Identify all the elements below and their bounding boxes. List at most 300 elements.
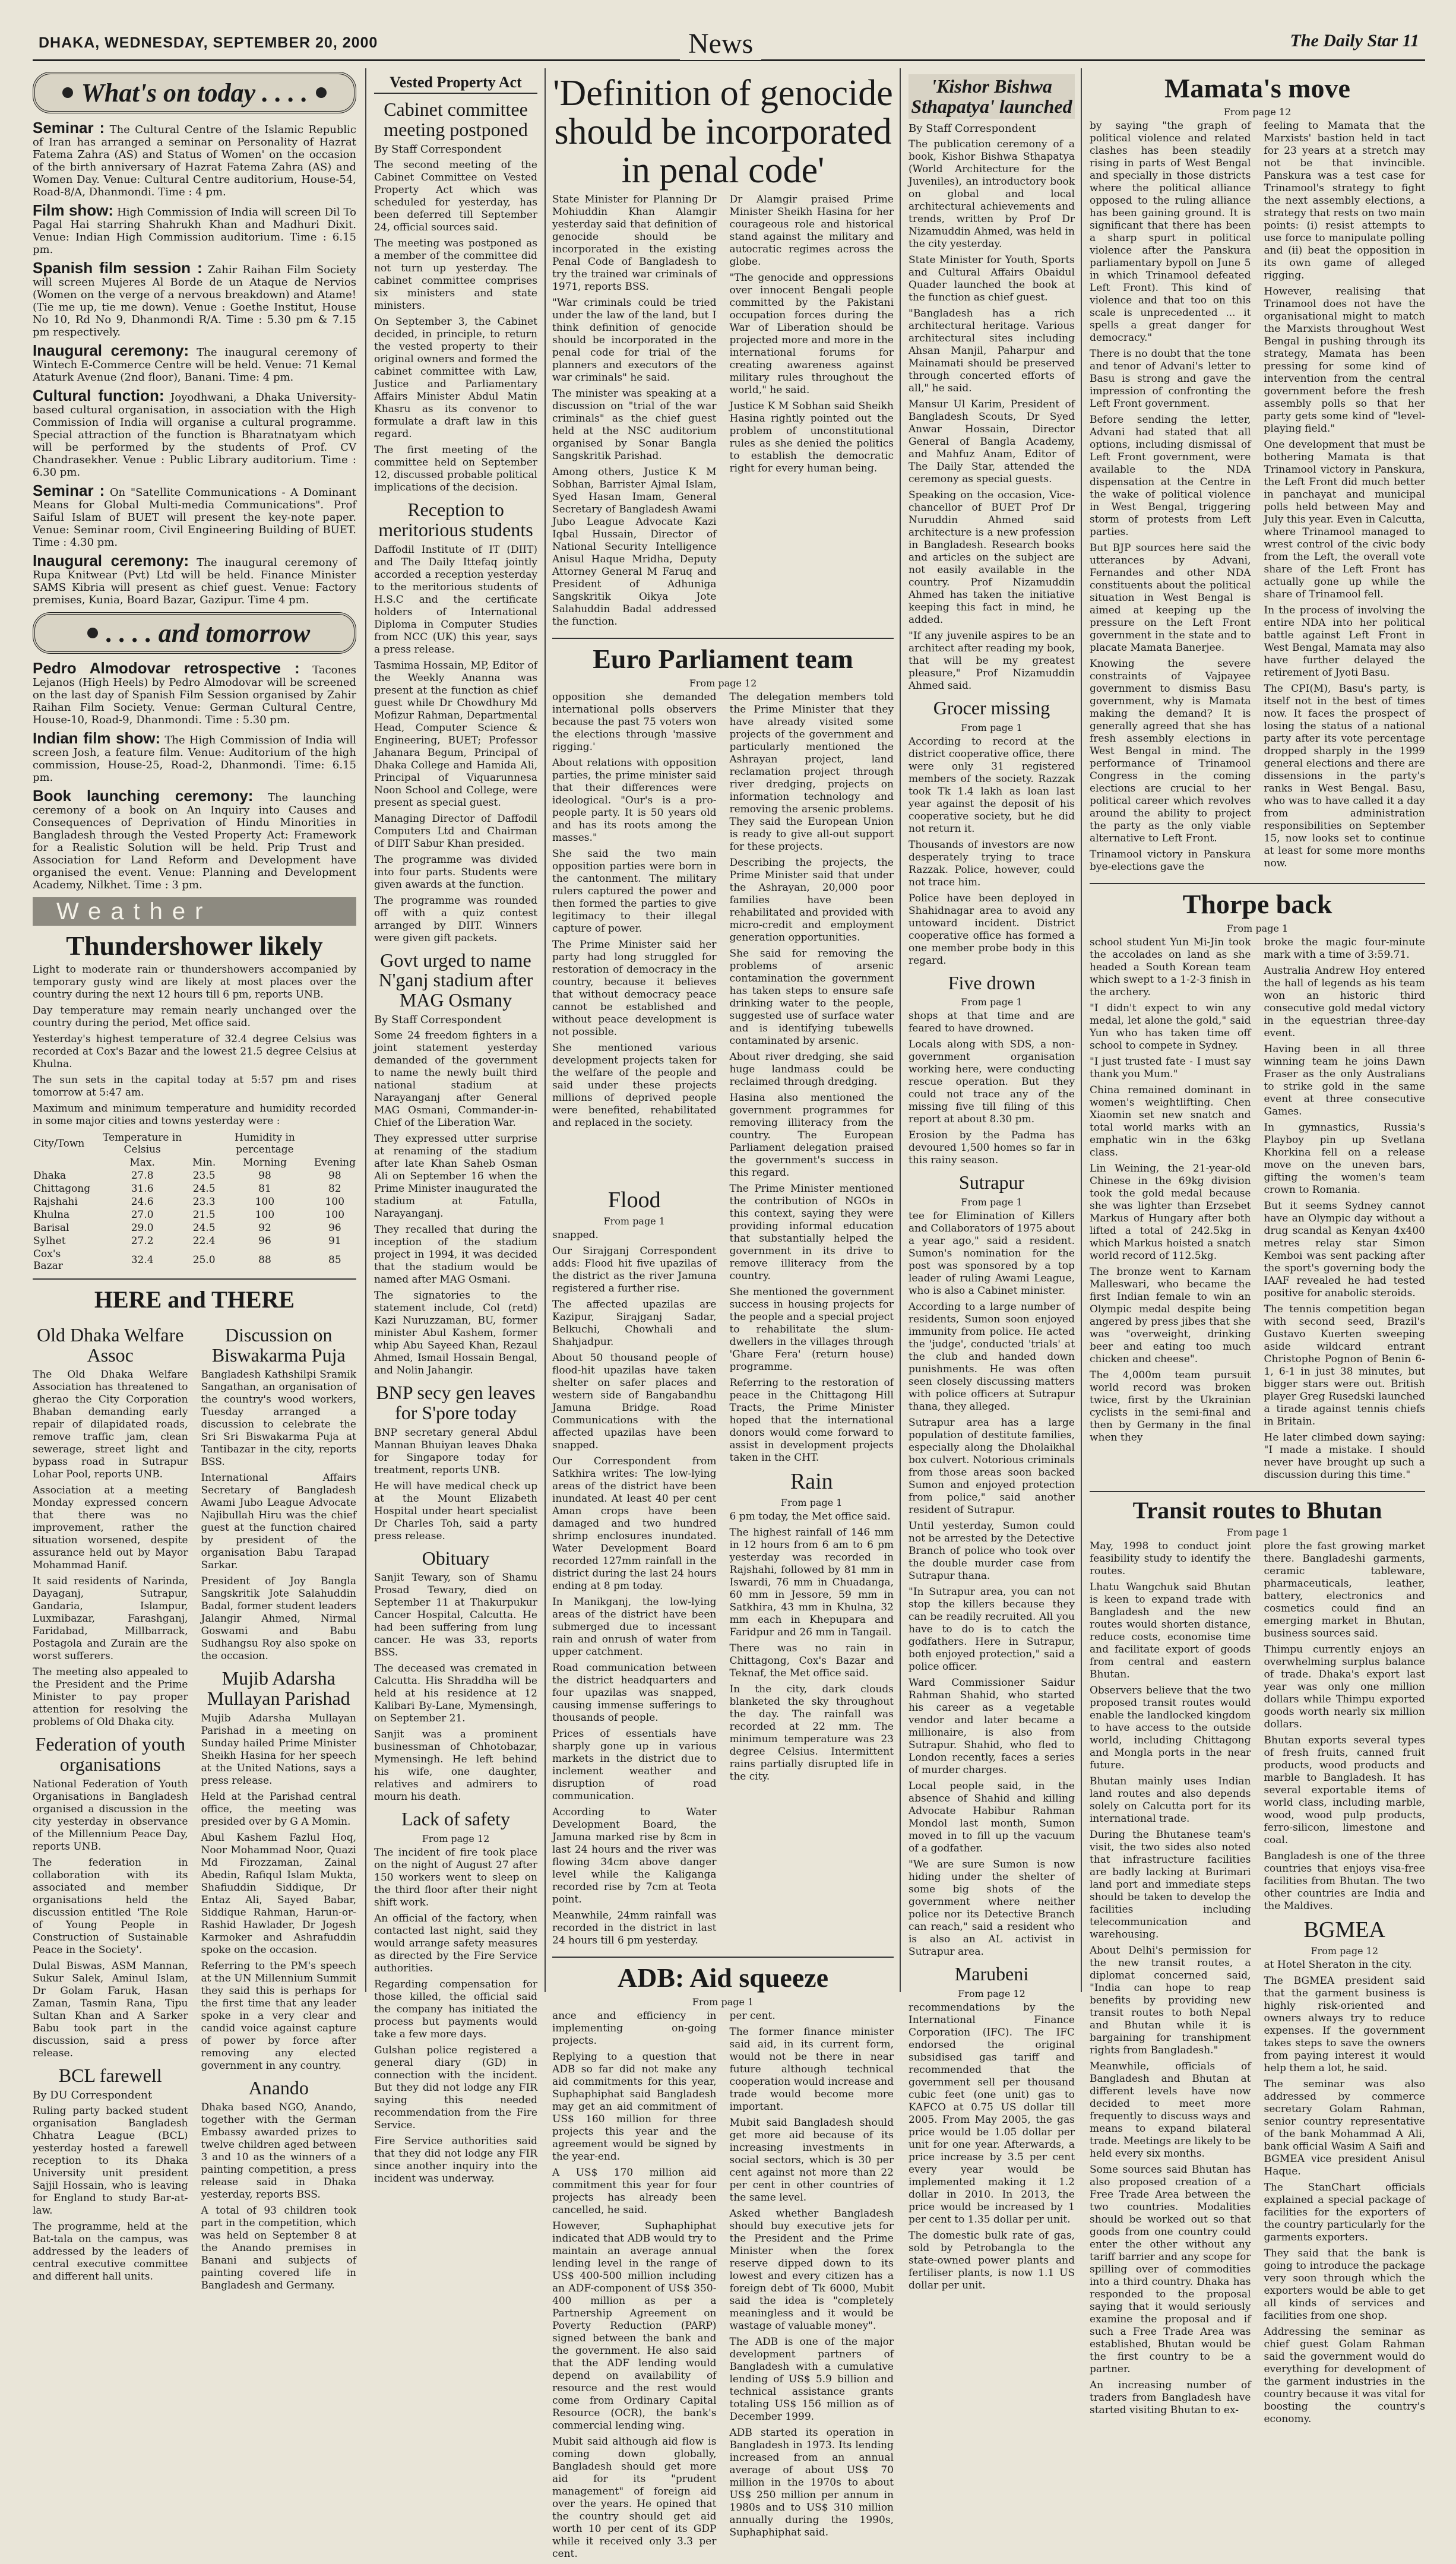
column-four (909, 68, 1075, 2291)
paragraph: The Old Dhaka Welfare Association has threatened to gherao the City Corporation Bhaban demanding early repair of dilapidated roads, remove traffic jam, clean sewerage, street light and bypass road in Sutrapur Lohar Pool, reports UNB. (33, 1369, 188, 1481)
jump-line: From page 12 (958, 1987, 1025, 1999)
table-cell: 31.6 (131, 1183, 154, 1195)
govt-story (374, 1030, 537, 1377)
listing-text: The launching ceremony of a book on An Inquiry into Causes and Consequences of Deprivation of Hindu Minorities in Bangladesh through the Vested Property Act: Framework for a Realistic Solution will be held. Prip Trust and Association for Land Reform and Development have organised the event. Venue: Planning and Development Academy, Nilkhet. Time : 3 pm. (33, 792, 356, 891)
jump-line: From page 1 (961, 996, 1023, 1008)
paragraph: Among others, Justice K M Sobhan, Barrister Ajmal Islam, Syed Hasan Imam, General Secretary of Bangladesh Awami Jubo League Advocate Kazi Iqbal Hussain, Director of National Security Intelligence Anisul Haque Mridha, Deputy Attorney General M Faruq and President of Adhuniga Sangskritik Oikya Jote Salahuddin Badal addressed the function. (552, 466, 717, 628)
table-cell: 98 (258, 1170, 271, 1182)
listing-item (33, 552, 356, 606)
jump-line: From page 1 (781, 1497, 843, 1509)
column-rule (365, 68, 366, 1992)
paragraph: Thousands of investors are now desperately trying to trace Razzak. Police, however, could not trace him. (909, 838, 1075, 888)
weather-table (33, 1131, 356, 1272)
paragraph: Managing Director of Daffodil Computers Ltd and Chairman of DIIT Sabur Khan presided. (374, 812, 537, 850)
listing-title: Inaugural ceremony: (33, 341, 189, 359)
five-drown-story (909, 1010, 1075, 1167)
jump-line: From page 1 (1226, 922, 1289, 934)
paragraph: Ruling party backed student organisation Bangladesh Chhatra League (BCL) yesterday hosted a farewell reception to its Dhaka University unit president Sajjil Hossain, who is leaving for England to study Bar-at-law. (33, 2105, 188, 2217)
paragraph: Maximum and minimum temperature and humidity recorded in some major cities and towns yesterday were : (33, 1103, 356, 1128)
adb-story-right (730, 2010, 894, 2564)
table-row (33, 1208, 356, 1221)
paragraph: BNP secretary general Abdul Mannan Bhuiyan leaves Dhaka for Singapore today for treatment, reports UNB. (374, 1426, 537, 1476)
paragraph: The meeting also appealed to the President and the Prime Minister to pay proper attention for resolving the problems of Old Dhaka city. (33, 1666, 188, 1729)
euro-headline: Euro Parliament team (593, 644, 853, 675)
flood-story-right (730, 1183, 894, 1464)
sutrapur-story (909, 1210, 1075, 1958)
paragraph: National Federation of Youth Organisations in Bangladesh organised a discussion in the city yesterday in observance of the Millennium Peace Day, reports UNB. (33, 1778, 188, 1853)
paragraph: According to Water Development Board, the Jamuna marked rise by 8cm in last 24 hours and the river was flowing 34cm above danger level while the Kaliganga recorded rise by 7cm at Teota point. (552, 1806, 717, 1906)
table-cell: 92 (258, 1222, 271, 1234)
listing-title: Spanish film session : (33, 259, 202, 277)
bhutan-story-left (1090, 1540, 1251, 2430)
listing-item (33, 482, 356, 549)
section-title: News (680, 27, 761, 60)
euro-story-right (730, 691, 894, 1183)
divider (552, 1957, 894, 1958)
paragraph: The incident of fire took place on the night of August 27 after 150 workers went to sleep on the third floor after their night shift work. (374, 1846, 537, 1908)
paragraph: They expressed utter surprise at renaming of the stadium after late Khan Saheb Osman Ali on September 16 when the Prime Minister inaugurated the stadium at Fatulla, Narayanganj. (374, 1133, 537, 1220)
paragraph: The programme was divided into four parts. Students were given awards at the function. (374, 853, 537, 891)
listing-title: Cultural function: (33, 387, 164, 404)
thorpe-story-right (1264, 936, 1426, 1485)
paragraph: per cent. (729, 2009, 776, 2022)
paragraph: The former finance minister said aid, in its current form, would not be there in near future although technical cooperation would increase and trade would become more important. (729, 2025, 894, 2113)
jump-line: From page 1 (961, 721, 1023, 733)
brief-headline: Old Dhaka Welfare Assoc (37, 1324, 184, 1366)
table-cell: 27.8 (131, 1170, 154, 1182)
lack-of-safety-story (374, 1847, 537, 2185)
paragraph: Yesterday's highest temperature of 32.4 degree Celsius was recorded at Cox's Bazar and the lowest 21.5 degree Celsius at Khulna. (33, 1033, 356, 1071)
listing-text: Tacones Lejanos (High Heels) by Pedro Almodovar will be screened on the last day of Spanish Film Session organised by Zahir Raihan Film Society. Venue: German Cultural Centre, House-10, Road-9, Dhanmondi. Time : 5.30 pm. (33, 664, 356, 726)
vpa-headline: Cabinet committee meeting postponed (384, 99, 528, 140)
paragraph: school student Yun Mi-Jin took the accolades on land as she headed a South Korean team which swept to a 1-2-3 finish in the archery. (1090, 936, 1251, 998)
table-cell: 25.0 (192, 1254, 216, 1267)
paragraph: China remained dominant in women's weightlifting. Chen Xiaomin set new snatch and total world marks with an emphatic win in the 63kg class. (1090, 1084, 1251, 1158)
paragraph: He will have medical check up at the Mount Elizabeth Hospital under heart specialist Dr Charles Toh, said a party press release. (374, 1480, 537, 1542)
paragraph: The StanChart officials explained a special package of facilities for the exporters of the country particularly for the garments exporters. (1264, 2182, 1425, 2244)
here-and-there-title: HERE and THERE (94, 1286, 295, 1313)
divider (33, 1278, 356, 1280)
listing-item (33, 659, 356, 726)
paragraph: at Hotel Sheraton in the city. (1264, 1959, 1412, 1971)
bhutan-story-right (1264, 1540, 1426, 1913)
paragraph: Sanjit was a prominent businessman of Chhotobazar, Mymensingh. He left behind his wife, one daughter, relatives and admirers to mourn his death. (374, 1729, 537, 1803)
paragraph: Erosion by the Padma has devoured 1,500 homes so far in this rainy season. (909, 1129, 1075, 1167)
brief-headline: Anando (248, 2076, 309, 2098)
paragraph: Dulal Biswas, ASM Mannan, Sukur Salek, Aminul Islam, Dr Golam Faruk, Hasan Zaman, Tasmin Rana, Tipu Sultan Khan and A Sarker Babu took part in the discussion, said a press release. (33, 1960, 188, 2059)
paragraph: snapped. (552, 1229, 599, 1242)
paragraph: A US$ 170 million aid commitment this year for four projects has already been cancelled, he said. (552, 2166, 717, 2216)
paragraph: Justice K M Sobhan said Sheikh Hasina rightly pointed out the problem of unconstitutional rules as she denied the politics to establish the democratic right for every human being. (729, 400, 894, 475)
paragraph: Prices of essentials have sharply gone up in various markets in the district due to inclement weather and disruption of road communication. (552, 1728, 717, 1803)
paragraph: Our Sirajganj Correspondent adds: Flood hit five upazilas of the district as the river Jamuna registered a further rise. (552, 1245, 717, 1295)
brief-headline: Federation of youth organisations (35, 1733, 185, 1775)
here-there-right (201, 1319, 357, 2296)
paragraph: Light to moderate rain or thundershowers accompanied by temporary gusty wind are likely at most places over the country during the next 12 hours till 6 pm, reports UNB. (33, 964, 356, 1001)
listing-title: Indian film show: (33, 729, 161, 747)
paragraph: Describing the projects, the Prime Minister said that under the Ashrayan, 20,000 poor families have been rehabilitated and provided with micro-credit and employment generation opportunities. (729, 856, 894, 944)
paragraph: feeling to Mamata that the Marxists' bastion held in tact for 23 years at a stretch may not be that invincible. Panskura was a test case for Trinamool's strategy to fight the next assembly elections, a strategy that rests on two main points: (i) resist attempts to use force to manipulate polling and (ii) beat the opposition in its own game of alleged rigging. (1264, 120, 1425, 282)
divider (1090, 883, 1425, 884)
table-row (33, 1221, 356, 1234)
table-row (33, 1248, 356, 1272)
tomorrow-banner: . . . . and tomorrow (33, 612, 356, 654)
paragraph: "War criminals could be tried under the law of the land, but I think definition of genocide should be incorporated in the penal code for trial of the planners and executors of the war criminals" he said. (552, 297, 717, 384)
paragraph: Road communication between the district headquarters and four upazilas was snapped, causing immense sufferings to thousands of people. (552, 1662, 717, 1724)
paragraph: President of Joy Bangla Sangskritik Jote Salahuddin Badal, former student leaders Jalangir Ahmed, Nirmal Goswami and Babu Sudhangsu Roy also spoke on the occasion. (201, 1575, 356, 1663)
paragraph: "Bangladesh has a rich architectural heritage. Various architectural sites including Ahsan Manjil, Paharpur and Mainamati should be preserved through concerted efforts of all," he said. (909, 308, 1075, 395)
column-listings (33, 68, 356, 2292)
paragraph: On September 3, the Cabinet decided, in principle, to return the vested property to their original owners and formed the cabinet committee with Law, Justice and Parliamentary Affairs Minister Abdul Matin Khasru as its convenor to formulate a draft law in this regard. (374, 316, 537, 441)
paragraph: Bhutan exports several types of fresh fruits, canned fruit products, wood products and marble to Bangladesh. It has several exportable items of world class, including marble, wood, wood pulp products, ferro-silicon, limestone and coal. (1264, 1734, 1425, 1846)
brief-headline: Discussion on Biswakarma Puja (211, 1324, 346, 1366)
flood-story (552, 1229, 717, 1947)
masthead (33, 24, 1425, 61)
paragraph: About relations with opposition parties, the prime minister said that their differences were ideological. "Our's is a pro-people party. It is 50 years old and has its roots among the masses." (552, 756, 717, 844)
grocer-story (909, 736, 1075, 967)
paragraph: Thimpu currently enjoys an overwhelming surplus balance of trade. Dhaka's export last year was only one million dollars while Thimpu exported goods worth nearly six million dollars. (1264, 1643, 1425, 1730)
paragraph: In the city, dark clouds blanketed the sky throughout the day. The rainfall was recorded at 22 mm. The minimum temperature was 23 degree Celsius. Intermittent rains partially disrupted life in the city. (729, 1683, 894, 1783)
table-cell: Dhaka (33, 1170, 67, 1182)
listing-text: High Commission of India will screen Dil To Pagal Hai starring Shahrukh Khan and Madhuri Dixit. Venue: Indian High Commission auditorium. Time : 6.15 pm. (33, 206, 356, 256)
paragraph: In the process of involving the entire NDA into her political battle against Left Front in West Bengal, Mamata may also have further delayed the retirement of Jyoti Basu. (1264, 604, 1425, 679)
listing-text: Zahir Raihan Film Society will screen Mujeres Al Borde de un Ataque de Nervios (Women on the verge of a nervous breakdown) and Atame! (Tie me up, tie me down). Venue : Goethe Institut, House No 10, Rd No 9, Dhanmondi R/A. Time : 5.30 pm & 7.15 pm respectively. (33, 264, 356, 338)
table-subheader: Morning (242, 1157, 287, 1169)
paragraph: However, realising that Trinamool does not have the organisational might to match the Marxists throughout West Bengal in pushing through its strategy, Mamata has been pressing for some kind of intervention from the central government before the fresh assembly polls so that her party gets some kind of "level-playing field." (1264, 286, 1425, 435)
table-cell: Cox's Bazar (33, 1248, 63, 1272)
listing-title: Seminar : (33, 482, 105, 499)
table-cell: Rajshahi (33, 1196, 78, 1208)
jump-line: From page 1 (961, 1196, 1023, 1208)
table-cell: 96 (258, 1235, 271, 1248)
paragraph: She said the two main opposition parties were born in the cantonment. The military rulers captured the power and then formed the parties to give legitimacy to their illegal capture of power. (552, 847, 717, 935)
listing-item (33, 119, 356, 198)
bullet-icon (87, 628, 98, 638)
column-rule (900, 68, 901, 1992)
table-cell: 23.3 (192, 1196, 216, 1208)
paragraph: Regarding compensation for those killed, the official said the company has initiated the process but payments would take a few more days. (374, 1978, 537, 2040)
table-cell: Khulna (33, 1209, 70, 1221)
paragraph: Dhaka based NGO, Anando, together with the German Embassy awarded prizes to twelve children aged between 3 and 10 as the winners of a painting competition, a press release said in Dhaka yesterday, reports BSS. (201, 2101, 356, 2201)
paragraph: Addressing the seminar as chief guest Golam Rahman said the government would do everything for development of the garment industries in the country because it was vital for boosting the country's economy. (1264, 2326, 1425, 2426)
paragraph: Tasmima Hossain, MP, Editor of the Weekly Ananna was present at the function as chief guest while Dr Chowdhury Md Mofizur Rahman, Departmental Head, Computer Science & Engineering, BUET; Professor Jahanara Begum, Principal of Dhaka College and Hamida Ali, Principal of Viquarunnesa Noon School and College, were present as special guest. (374, 659, 537, 809)
listing-title: Book launching ceremony: (33, 787, 254, 805)
listing-text: The Cultural Centre of the Islamic Republic of Iran has arranged a seminar on Personality of Hazrat Fatema Zahra (AS) and Status of Women' on the occasion of the birth anniversary of Hazrat Fatema Zahra (AS) and Women Day. Venue: Cultural Centre auditorium, House-54, Road-8/A, Dhanmondi. Time : 4 pm. (33, 124, 356, 198)
table-row (33, 1195, 356, 1208)
masthead-date: DHAKA, WEDNESDAY, SEPTEMBER 20, 2000 (39, 34, 378, 51)
paragraph: Dr Alamgir praised Prime Minister Sheikh Hasina for her courageous role and historical stand against the military and autocratic regimes across the globe. (729, 194, 894, 268)
table-cell: 29.0 (131, 1222, 154, 1234)
paragraph: 6 pm today, the Met office said. (729, 1511, 891, 1523)
table-cell: 100 (255, 1209, 275, 1221)
obituary-story (374, 1572, 537, 1803)
bgmea-headline: BGMEA (1303, 1917, 1385, 1942)
table-row (33, 1182, 356, 1195)
listing-title: Film show: (33, 201, 114, 219)
paragraph: Lhatu Wangchuk said Bhutan is keen to expand trade with Bangladesh and the new routes would shorten distance, reduce costs, economise time and facilitate export of goods from central and eastern Bhutan. (1090, 1581, 1251, 1680)
listing-text: The inaugural ceremony of Wintech E-Commerce Centre will be held. Venue: 71 Kemal Ataturk Avenue (2nd floor), Banani. Time: 4 pm. (33, 346, 356, 384)
listing-title: Seminar : (33, 119, 105, 137)
paragraph: Some sources said Bhutan has also proposed creation of a Free Trade Area between the two countries. Modalities should be worked out so that goods from one country could enter the other without any tariff barrier and any scope for spilling over of commodities into a third country. Dhaka has responded to the proposal saying that it would seriously examine the proposal and if such a Free Trade Area was established, Bhutan would be the first country to be a partner. (1090, 2163, 1251, 2375)
table-cell: 32.4 (131, 1254, 154, 1267)
marubeni-headline: Marubeni (954, 1962, 1029, 1984)
genocide-headline: 'Definition of genocide should be incorporated in penal code' (553, 73, 893, 191)
table-header: Temperature in Celsius (103, 1132, 182, 1156)
paragraph: According to record at the district cooperative office, there were only 31 registered members of the society. Razzak took Tk 1.4 lakh as loan last year against the deposit of his cooperative society, but he did not return it. (909, 735, 1075, 835)
thorpe-headline: Thorpe back (1182, 889, 1332, 920)
table-header: City/Town (33, 1138, 85, 1150)
jump-line: From page 1 (692, 1996, 754, 2008)
paragraph: Meanwhile, 24mm rainfall was recorded in the district in last 24 hours till 6 pm yesterday. (552, 1910, 717, 1947)
paragraph: In gymnastics, Russia's Playboy pin up Svetlana Khorkina fell on a release move on the uneven bars, gifting the women's team crown to Romania. (1264, 1121, 1425, 1196)
grocer-headline: Grocer missing (933, 697, 1050, 719)
genocide-story-left (552, 194, 717, 632)
paragraph: It said residents of Narinda, Dayaganj, Sutrapur, Gandaria, Islampur, Luxmibazar, Farashganj, Faridabad, Millbarrack, Postagola and Zurain are the worst sufferers. (33, 1575, 188, 1663)
paragraph: The domestic bulk rate of gas, sold by Petrobangla to the state-owned power plants and fertiliser plants, is now 1.1 US dollar per unit. (909, 2229, 1075, 2291)
brief-headline: Mujib Adarsha Mullayan Parishad (207, 1667, 350, 1710)
paragraph: Mujib Adarsha Mullayan Parishad in a meeting on Sunday hailed Prime Minister Sheikh Hasina for her speech at the United Nations, says a press release. (201, 1712, 356, 1787)
paragraph: Referring to the restoration of peace in the Chittagong Hill Tracts, the Prime Minister hoped that the international donors would come forward to assist in development projects taken in the CHT. (729, 1376, 894, 1464)
paragraph: The Prime Minister said her party had long struggled for restoration of democracy in the country, because it believes that without democracy peace cannot be established and without peace development is not possible. (552, 938, 717, 1038)
paragraph: He later climbed down saying: "I made a mistake. I should never have brought up such a discussion during this time." (1264, 1431, 1425, 1481)
paragraph: The meeting was postponed as a member of the committee did not turn up yesterday. The cabinet committee comprises six ministers and state ministers. (374, 238, 537, 312)
paragraph: Mansur Ul Karim, President of Bangladesh Scouts, Dr Syed Anwar Hossain, Director General of Bangla Academy, and Mahfuz Anam, Editor of The Daily Star, attended the ceremony as special guests. (909, 398, 1075, 486)
paragraph: Held at the Parishad central office, the meeting was presided over by G A Momin. (201, 1790, 356, 1828)
whats-on-today-banner: What's on today . . . . (33, 72, 356, 113)
paragraph: Daffodil Institute of IT (DIIT) and The Daily Ittefaq jointly accorded a reception yesterday to the meritorious students of H.S.C and the certificate holders of International Diploma in Computer Studies from NCC (UK) this year, says a press release. (374, 543, 537, 656)
paragraph: A total of 93 children took part in the competition, which was held on September 8 at the Anando premises in Banani and subjects of painting covered life in Bangladesh and Germany. (201, 2205, 356, 2292)
table-cell: 27.0 (131, 1209, 154, 1221)
table-cell: 22.4 (192, 1235, 216, 1248)
table-cell: 21.5 (192, 1209, 216, 1221)
paragraph: The publication ceremony of a book, Kishor Bishwa Sthapatya (World Architecture for the Juveniles), an introductory book on global and local architectural achievements and trends, written by Prof Dr Nizamuddin Ahmed, was held in the city yesterday. (909, 138, 1075, 251)
jump-line: From page 1 (1226, 1526, 1289, 1538)
listing-item (33, 787, 356, 891)
paragraph: About Delhi's permission for the new transit routes, a diplomat concerned said, "India can hope to reap benefits by providing new transit routes to both Nepal and Bhutan while it is bargaining for transhipment rights from Bangladesh." (1090, 1944, 1251, 2056)
govt-headline: Govt urged to name N'ganj stadium after MAG Osmany (378, 949, 533, 1011)
paragraph: broke the magic four-minute mark with a time of 3:59.71. (1264, 936, 1425, 961)
paragraph: ance and efficiency in implementing on-going projects. (552, 2009, 717, 2047)
listing-text: On "Satellite Communications - A Dominant Means for Global Multi-media Communications". Prof Saiful Islam of BUET will present the key-note paper. Venue: Seminar room, Civil Engineering Building of BUET. Time : 4.30 pm. (33, 486, 356, 549)
paragraph: Lin Weining, the 21-year-old Chinese in the 69kg division took the gold medal because she was lighter than Erzsebet Markus of Hungary after both lifted a total of 242.5kg in which Markus hoisted a snatch world record of 112.5kg. (1090, 1162, 1251, 1262)
paragraph: The first meeting of the committee held on September 12, discussed probable political implications of the decision. (374, 444, 537, 494)
paragraph: Referring to the PM's speech at the UN Millennium Summit they said this is perhaps for the first time that any leader spoke in a very clear and candid voice against capture of power by force after removing any elected government in any country. (201, 1960, 356, 2072)
column-rule (1081, 68, 1082, 1992)
paragraph: But it seems Sydney cannot have an Olympic day without a drug scandal as Kenyan 4x400 metres relay star Simon Kemboi was sent packing after the sport's governing body the IAAF revealed he had tested positive for anabolic steroids. (1264, 1199, 1425, 1299)
listing-text: Joyodhwani, a Dhaka University-based cultural organisation, in association with the High Commission of India will organise a cultural programme. Special attraction of the function is Bharatnatyam which will be performed by the students of Prof. CV Chandrasekher. Venue : Public Library auditorium. Time : 6.30 pm. (33, 391, 356, 479)
paragraph: Before sending the letter, Advani had stated that all options, including dismissal of Left Front government, were available to the NDA dispensation at the Centre in the wake of political violence in West Bengal, triggering storm of protests from Left parties. (1090, 414, 1251, 539)
table-row (33, 1169, 356, 1182)
paragraph: The minister was speaking at a discussion on "trial of the war criminals" as the chief guest held at the NSC auditorium organised by Sonar Bangla Sangskritik Parishad. (552, 388, 717, 463)
paragraph: International Affairs Secretary of Bangladesh Awami Jubo League Advocate Najibullah Hiru was the chief guest at the function chaired by president of the organisation Babu Tarapad Sarkar. (201, 1472, 356, 1572)
table-cell: 23.5 (192, 1170, 216, 1182)
table-header (192, 1131, 216, 1156)
paragraph: Ward Commissioner Saidur Rahman Shahid, who started his career as a vegetable vendor and later became a millionaire, is also from Sutrapur. Shahid, who fled to London recently, faces a series of murder charges. (909, 1676, 1075, 1776)
paragraph: She said for removing the problems of arsenic contamination the government has taken steps to ensure safe drinking water to the people, suggested use of surface water and is identifying tubewells contaminated by arsenic. (729, 947, 894, 1047)
table-cell: 24.5 (192, 1222, 216, 1234)
paragraph: Sutrapur area has a large population of destitute families, especially along the Dholaikhal box culvert. Notorious criminals from those areas soon backed Sumon and enjoyed protection from police," said another resident of Sutrapur. (909, 1416, 1075, 1516)
bgmea-story (1264, 1959, 1426, 2426)
paragraph: Some 24 freedom fighters in a joint statement yesterday demanded of the government to name the newly built third national stadium at Narayanganj after General MAG Osmani, Commander-in-Chief of the Liberation War. (374, 1030, 537, 1129)
paragraph: ADB started its operation in Bangladesh in 1973. Its lending increased from an annual average of about US$ 70 million in the 1970s to about US$ 250 million per annum in 1980s and to US$ 310 million annually during the 1990s, Suphaphiphat said. (729, 2426, 894, 2538)
rain-story (730, 1511, 894, 1783)
paragraph: Asked whether Bangladesh should buy executive jets for the President and the Prime Minister when the forex reserve dipped down to its lowest and every citizen has a foreign debt of Tk 6000, Mubit said the idea is "completely meaningless and it would be wastage of valuable money". (729, 2207, 894, 2332)
paragraph: An official of the factory, when contacted last night, said they would arrange safety measures as directed by the Fire Service authorities. (374, 1912, 537, 1974)
jump-line: From page 12 (422, 1832, 490, 1844)
paragraph: Sanjit Tewary, son of Shamu Prosad Tewary, died on September 11 at Thakurpukur Cancer Hospital, Calcutta. He had been suffering from lung cancer. He was 33, reports BSS. (374, 1572, 537, 1659)
kishor-headline: 'Kishor Bishwa Sthapatya' launched (909, 74, 1075, 119)
table-row (33, 1234, 356, 1248)
paragraph: Fire Service authorities said that they did not lodge any FIR since another inquiry into the incident was underway. (374, 2135, 537, 2185)
paragraph: But BJP sources here said the utterances by Advani, Fernandes and other NDA constituents about the political situation in West Bengal is aimed at keeping up the pressure on the Left Front government in the state and to placate Mamata Banerjee. (1090, 542, 1251, 654)
listing-item (33, 387, 356, 479)
listing-item (33, 259, 356, 338)
paragraph: She mentioned various development projects taken for the welfare of the people and said under these projects millions of deprived people were benefited, rehabilitated and replaced in the society. (552, 1042, 717, 1129)
paragraph: "I didn't expect to win any medal, let alone the gold," said Yun who has taken time off school to compete in Sydney. (1090, 1002, 1251, 1052)
reception-headline: Reception to meritorious students (378, 499, 533, 541)
table-cell: Barisal (33, 1222, 69, 1234)
lack-of-safety-headline: Lack of safety (401, 1808, 510, 1830)
paragraph: Mubit said Bangladesh should get more aid because of its increasing investments in social sectors, which is 30 per cent against not more than 22 per cent in other countries of the same level. (729, 2116, 894, 2204)
table-cell: 96 (328, 1222, 341, 1234)
kishor-story (909, 138, 1075, 692)
paragraph: There is no doubt that the tone and tenor of Advani's letter to Basu is strong and gave the impression of confronting the Left Front government. (1090, 348, 1251, 410)
vpa-story (374, 159, 537, 494)
paragraph: Australia Andrew Hoy entered the hall of legends as his team won an historic third consecutive gold medal victory in the equestrian three-day event. (1264, 964, 1425, 1039)
paragraph: State Minister for Planning Dr Mohiuddin Khan Alamgir yesterday said that definition of genocide should be incorporated in the existing Penal Code of Bangladesh to try the trained war criminals of 1971, reports BSS. (552, 194, 717, 293)
bhutan-headline: Transit routes to Bhutan (1132, 1496, 1382, 1524)
column-three (552, 68, 894, 2560)
paragraph: Locals along with SDS, a non-government organisation working here, were conducting rescue operation. But they could not trace any of the missing five till filing of this report at about 8.30 pm. (909, 1039, 1075, 1126)
paragraph: In Manikganj, the low-lying areas of the district have been submerged due to incessant rain and onrush of water from upper catchment. (552, 1596, 717, 1658)
mamata-headline: Mamata's move (1164, 73, 1350, 103)
table-cell: 88 (258, 1254, 271, 1267)
paragraph: Knowing the severe constraints of Vajpayee government to dismiss Basu government, why is Mamata making the demand? It is generally agreed that she has fresh assembly elections in West Bengal in mind. The performance of Trinamool Congress in the coming elections are crucial to her political career which revolves around the ability to project the party as the only viable alternative to Left Front. (1090, 658, 1251, 845)
listing-title: Pedro Almodovar retrospective : (33, 659, 300, 677)
paragraph: shops at that time and are feared to have drowned. (909, 1010, 1075, 1035)
table-cell: Chittagong (33, 1183, 91, 1195)
newspaper-page (33, 24, 1425, 2560)
paragraph: Until yesterday, Sumon could not be arrested by the Detective Branch of police who took over the double murder case from Sutrapur thana. (909, 1520, 1075, 1582)
paragraph: Bangladesh Kathshilpi Sramik Sangathan, an organisation of the country's wood workers, Tuesday arranged a discussion to celebrate the Sri Sri Biswakarma Puja at Tantibazar in the city, reports BSS. (201, 1369, 356, 1468)
paragraph: Local people said, in the absence of Shahid and killing Advocate Habibur Rahman Mondol last month, Sumon moved in to fill up the vacuum of a godfather. (909, 1780, 1075, 1854)
paragraph: She mentioned the government success in housing projects for the people and a special project to rehabilitate the slum-dwellers in the villages through 'Ghare Fera' (return house) programme. (729, 1286, 894, 1373)
paragraph: The 4,000m team pursuit world record was broken twice, first by the Ukrainian cyclists in the semi-final and then by Germany in the final when they (1090, 1369, 1251, 1444)
paragraph: During the Bhutanese team's visit, the two sides also noted that infrastructure facilities are badly lacking at Burimari land port and immediate steps should be taken to develop the facilities including telecommunication and warehousing. (1090, 1828, 1251, 1941)
paragraph: "I just trusted fate - I must say thank you Mum." (1090, 1055, 1251, 1080)
table-cell: 85 (328, 1254, 341, 1267)
table-cell: 24.6 (131, 1196, 154, 1208)
weather-text (33, 964, 356, 1128)
paragraph: However, Suphaphiphat indicated that ADB would try to maintain an average annual lending level in the range of US$ 400-500 million including an ADF-component of US$ 350-400 million as per a Partnership Agreement on Poverty Reduction (PARP) signed between the bank and the government. He also said that the ADF lending would depend on availability of resource and the rest would come from Ordinary Capital Resource (OCR), the bank's commercial lending wing. (552, 2220, 717, 2432)
column-five (1090, 68, 1425, 2426)
paragraph: The ADB is one of the major development partners of Bangladesh with a cumulative lending of US$ 5.9 billion and technical assistance grants totaling US$ 156 million as of December 1999. (729, 2335, 894, 2423)
table-cell: 98 (328, 1170, 341, 1182)
paragraph: Speaking on the occasion, Vice-chancellor of BUET Prof Dr Nuruddin Ahmed said architecture is a new profession in Bangladesh. Research books and articles on the subject are not easily available in the country. Prof Nizamuddin Ahmed has taken the initiative keeping this fact in mind, he added. (909, 489, 1075, 626)
paragraph: The highest rainfall of 146 mm in 12 hours from 6 am to 6 pm yesterday was recorded in Rajshahi, followed by 81 mm in Iswardi, 76 mm in Chuadanga, 60 mm in Jessore, 59 mm in Satkhira, 43 mm in Khulna, 32 mm each in Khepupara and Faridpur and 26 mm in Tangail. (729, 1527, 894, 1639)
divider (552, 638, 894, 639)
paragraph: There was no rain in Chittagong, Cox's Bazar and Teknaf, the Met office said. (729, 1642, 894, 1680)
table-cell: 100 (325, 1209, 345, 1221)
paragraph: An increasing number of traders from Bangladesh have started visiting Bhutan to ex- (1090, 2379, 1251, 2416)
paragraph: tee for Elimination of Killers and Collaborators of 1975 about a year ago," said a resident. Sumon's nomination for the post was sponsored by a top leader of ruling Awami League, who is also a Cabinet minister. (909, 1210, 1075, 1297)
weather-banner: Weather (33, 897, 356, 926)
adb-story-left (552, 2010, 717, 2564)
paragraph: "If any juvenile aspires to be an architect after reading my book, that will be my greatest pleasure," Prof Nizamuddin Ahmed said. (909, 630, 1075, 692)
paragraph: The programme, held at the Bat-tala on the campus, was addressed by the leaders of central executive committee and different hall units. (33, 2221, 188, 2283)
jump-line: From page 12 (1311, 1945, 1379, 1957)
table-cell: 91 (328, 1235, 341, 1248)
euro-story-left (552, 691, 717, 1183)
listing-item (33, 201, 356, 256)
paragraph: by saying "the graph of political violence and related clashes has been steadily rising in parts of West Bengal and specially in those districts where the political alliance opposed to the ruling alliance has been gaining ground. It is significant that there has been a sharp spurt in political violence after the Panskura parliamentary bypoll on June 5 in which Trinamool defeated Left Front). This kind of violence and that too on this scale is unprecedented ... it spells a great danger for democracy." (1090, 120, 1251, 344)
obituary-headline: Obituary (422, 1547, 490, 1569)
paragraph: According to a large number of residents, Sumon soon enjoyed immunity from police. He acted the 'judge', conducted 'trials' at the club and handed down punishments. He was often seen closely discussing matters with police officers at Sutrapur thana, they alleged. (909, 1300, 1075, 1413)
five-drown-headline: Five drown (948, 971, 1036, 993)
paragraph: The bronze went to Karnam Malleswari, who became the first Indian female to win an Olympic medal despite being angered by press jibes that she was "overweight, drinking beer and eating too much chicken and cheese". (1090, 1265, 1251, 1365)
paragraph: One development that must be bothering Mamata is that Trinamool victory in Panskura, the Left Front did much better in panchayat and municipal polls held between May and July this year. Even in Calcutta, where Trinamool managed to wrest control of the civic body from the Left, the overall vote share of the Left Front has actually gone up while the share of Trinamool fell. (1264, 439, 1425, 601)
marubeni-story (909, 2002, 1075, 2292)
listing-item (33, 341, 356, 384)
table-cell: 82 (328, 1183, 341, 1195)
mamata-story-right (1264, 120, 1426, 877)
table-subheader: Max. (129, 1157, 155, 1169)
paragraph: Our Correspondent from Satkhira writes: The low-lying areas of the district have been inundated. At least 40 per cent Aman crops have been damaged and two hundred shrimp enclosures inundated. Water Development Board recorded 127mm rainfall in the district during the last 24 hours ending at 8 pm today. (552, 1455, 717, 1593)
paragraph: The BGMEA president said that the garment business is highly risk-oriented and owners always try to reduce expenses. If the government takes steps to save the owners from paying interest it would help them a lot, he said. (1264, 1975, 1425, 2075)
paragraph: Association at a meeting Monday expressed concern that there was no improvement, rather the situation worsened, despite assurance held out by Mayor Mohammad Hanif. (33, 1484, 188, 1572)
tomorrow-events (33, 659, 356, 891)
thorpe-story-left (1090, 936, 1251, 1485)
paragraph: Abul Kashem Fazlul Hoq, Noor Mohammad Noor, Quazi Md Firozzaman, Zainal Abedin, Rafiqul Islam Mukta, Shafiuddin Siddique, Dr Entaz Ali, Sayed Babar, Siddique Rahman, Harun-or-Rashid Hawlader, Dr Jogesh Karmoker and Ashrafuddin spoke on the occasion. (201, 1831, 356, 1956)
kishor-byline: By Staff Correspondent (909, 122, 1036, 135)
table-cell: 24.5 (192, 1183, 216, 1195)
paragraph: Observers believe that the two proposed transit routes would enable the landlocked kingdom to have access to the outside world, including Chittagong and Mongla ports in the near future. (1090, 1684, 1251, 1771)
listing-title: Inaugural ceremony: (33, 552, 189, 569)
mamata-story-left (1090, 120, 1251, 877)
table-subheader (33, 1156, 93, 1169)
vpa-kicker: Vested Property Act (374, 74, 537, 94)
listing-text: The inaugural ceremony of Rupa Knitwear (Pvt) Ltd will be held. Finance Minister SAMS Kibria will present as chief guest. Venue: Factory premises, Kunia, Board Bazar, Gazipur. Time 4 pm. (33, 556, 356, 606)
paragraph: They recalled that during the inception of the stadium project in 1994, it was decided that the stadium would be named after MAG Osmani. (374, 1224, 537, 1286)
paragraph: The deceased was cremated in Calcutta. His Shraddha will be held at his residence at 12 Kalibari By-Lane, Mymensingh, on September 21. (374, 1663, 537, 1725)
paragraph: Mubit said although aid flow is coming down globally, Bangladesh should get more aid for its "prudent management" of foreign aid over the years. He opined that the country should get aid worth 10 per cent of its GDP while it received only 3.3 per cent. (552, 2435, 717, 2560)
paragraph: The second meeting of the Cabinet Committee on Vested Property Act which was scheduled for yesterday, has been deferred till September 24, official sources said. (374, 159, 537, 234)
brief-headline: BCL farewell (58, 2064, 162, 2086)
vpa-byline: By Staff Correspondent (374, 143, 502, 156)
jump-line: From page 1 (603, 1215, 665, 1227)
paragraph: Hasina also mentioned the government programmes for removing illiteracy from the country. The European Parliament delegation praised the government's success in this regard. (729, 1091, 894, 1179)
paragraph: The affected upazilas are Kazipur, Sirajganj Sadar, Belkuchi, Chowhali and Shahjadpur. (552, 1299, 717, 1349)
jump-line: From page 12 (1223, 106, 1292, 118)
table-subheader: Min. (192, 1157, 216, 1169)
govt-byline: By Staff Correspondent (374, 1014, 502, 1027)
paragraph: Trinamool victory in Panskura bye-elections gave the (1090, 849, 1251, 873)
paragraph: The Prime Minister mentioned the contribution of NGOs in this context, saying they were providing informal education that substantially helped the government in its drive to remove illiteracy from the country. (729, 1182, 894, 1282)
jump-line: From page 12 (689, 677, 757, 689)
bnp-headline: BNP secy gen leaves for S'pore today (376, 1382, 536, 1424)
paragraph: The signatories to the statement include, Col (retd) Kazi Nuruzzaman, BU, former minister Abul Kashem, former whip Abu Sayeed Khan, Rezaul Ahmed, Ismail Hossain Bengal, and Nolin Jahangir. (374, 1290, 537, 1377)
column-two (374, 68, 537, 2185)
paragraph: The seminar was also addressed by commerce secretary Golam Rahman, senior country representative of the bank Mohammad A Ali, bank official Wasim A Saifi and BGMEA vice president Anisul Haque. (1264, 2078, 1425, 2178)
adb-headline: ADB: Aid squeeze (617, 1962, 829, 1993)
paragraph: State Minister for Youth, Sports and Cultural Affairs Obaidul Quader launched the book at the function as chief guest. (909, 254, 1075, 304)
paragraph: The CPI(M), Basu's party, is itself not in the best of times now. It faces the prospect of losing the status of a national party after its vote percentage dropped sharply in the 1999 general elections and there are dissensions in the party's ranks in West Bengal. Basu, who was to have called it a day from administration responsibilities on September 15, now looks set to continue at least for some more months now. (1264, 683, 1425, 870)
table-header: Humidity in percentage (235, 1132, 295, 1156)
paragraph: The federation in collaboration with its associated and member organisations held the discussion entitled 'The Role of Young People in Construction of Sustainable Peace in the Society'. (33, 1856, 188, 1956)
bnp-story (374, 1427, 537, 1543)
reception-story (374, 544, 537, 945)
column-rule (545, 68, 546, 1992)
